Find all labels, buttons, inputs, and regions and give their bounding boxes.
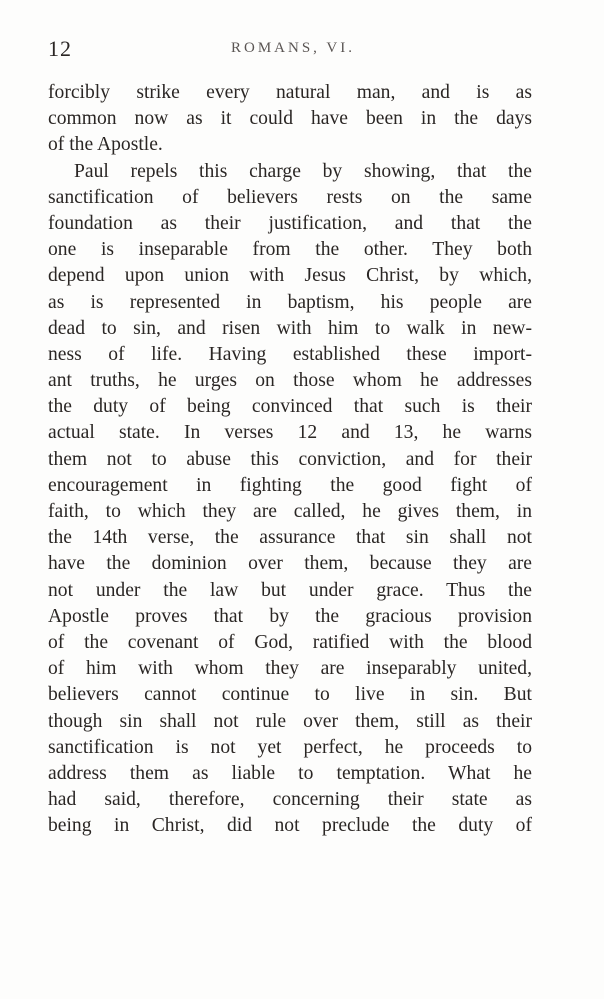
text-line: of the covenant of God, ratified with the blood	[48, 631, 532, 653]
text-line: not under the law but under grace. Thus the	[48, 579, 532, 601]
text-line: faith, to which they are called, he gives them, in	[48, 501, 532, 522]
text-line: dead to sin, and risen with him to walk in new-	[48, 317, 532, 339]
text-line: believers cannot continue to live in sin. But	[48, 684, 532, 706]
text-line: though sin shall not rule over them, still as their	[48, 710, 532, 732]
text-line: ness of life. Having established these import-	[48, 343, 532, 365]
text-line: of the Apostle.	[48, 134, 163, 156]
text-line: the 14th verse, the assurance that sin shall not	[48, 527, 532, 549]
text-line: sanctification of believers rests on the same	[48, 186, 532, 208]
text-line: actual state. In verses 12 and 13, he warns	[48, 422, 532, 444]
text-line: sanctification is not yet perfect, he proceeds to	[48, 736, 532, 758]
running-head: ROMANS, VI.	[231, 40, 355, 56]
body-text	[48, 80, 532, 839]
text-line: Apostle proves that by the gracious provision	[48, 605, 532, 627]
text-line: being in Christ, did not preclude the duty of	[48, 815, 532, 837]
text-line: encouragement in fighting the good fight of	[48, 474, 532, 496]
text-line: Paul repels this charge by showing, that the	[74, 160, 532, 182]
text-line: had said, therefore, concerning their state as	[48, 789, 532, 811]
text-line: foundation as their justification, and that the	[48, 212, 532, 234]
text-line: as is represented in baptism, his people are	[48, 291, 532, 313]
text-line: address them as liable to temptation. What he	[48, 762, 532, 784]
text-line: the duty of being convinced that such is their	[48, 396, 532, 418]
text-line: forcibly strike every natural man, and is as	[48, 82, 532, 103]
text-line: depend upon union with Jesus Christ, by which,	[48, 265, 532, 287]
text-line: of him with whom they are inseparably united,	[48, 658, 532, 680]
text-line: one is inseparable from the other. They both	[48, 239, 532, 261]
page-header	[48, 36, 538, 66]
text-line: ant truths, he urges on those whom he addresses	[48, 370, 532, 392]
text-line: them not to abuse this conviction, and for their	[48, 448, 532, 470]
text-line: common now as it could have been in the days	[48, 108, 532, 130]
text-line: have the dominion over them, because they are	[48, 553, 532, 575]
page-number: 12	[48, 36, 72, 61]
